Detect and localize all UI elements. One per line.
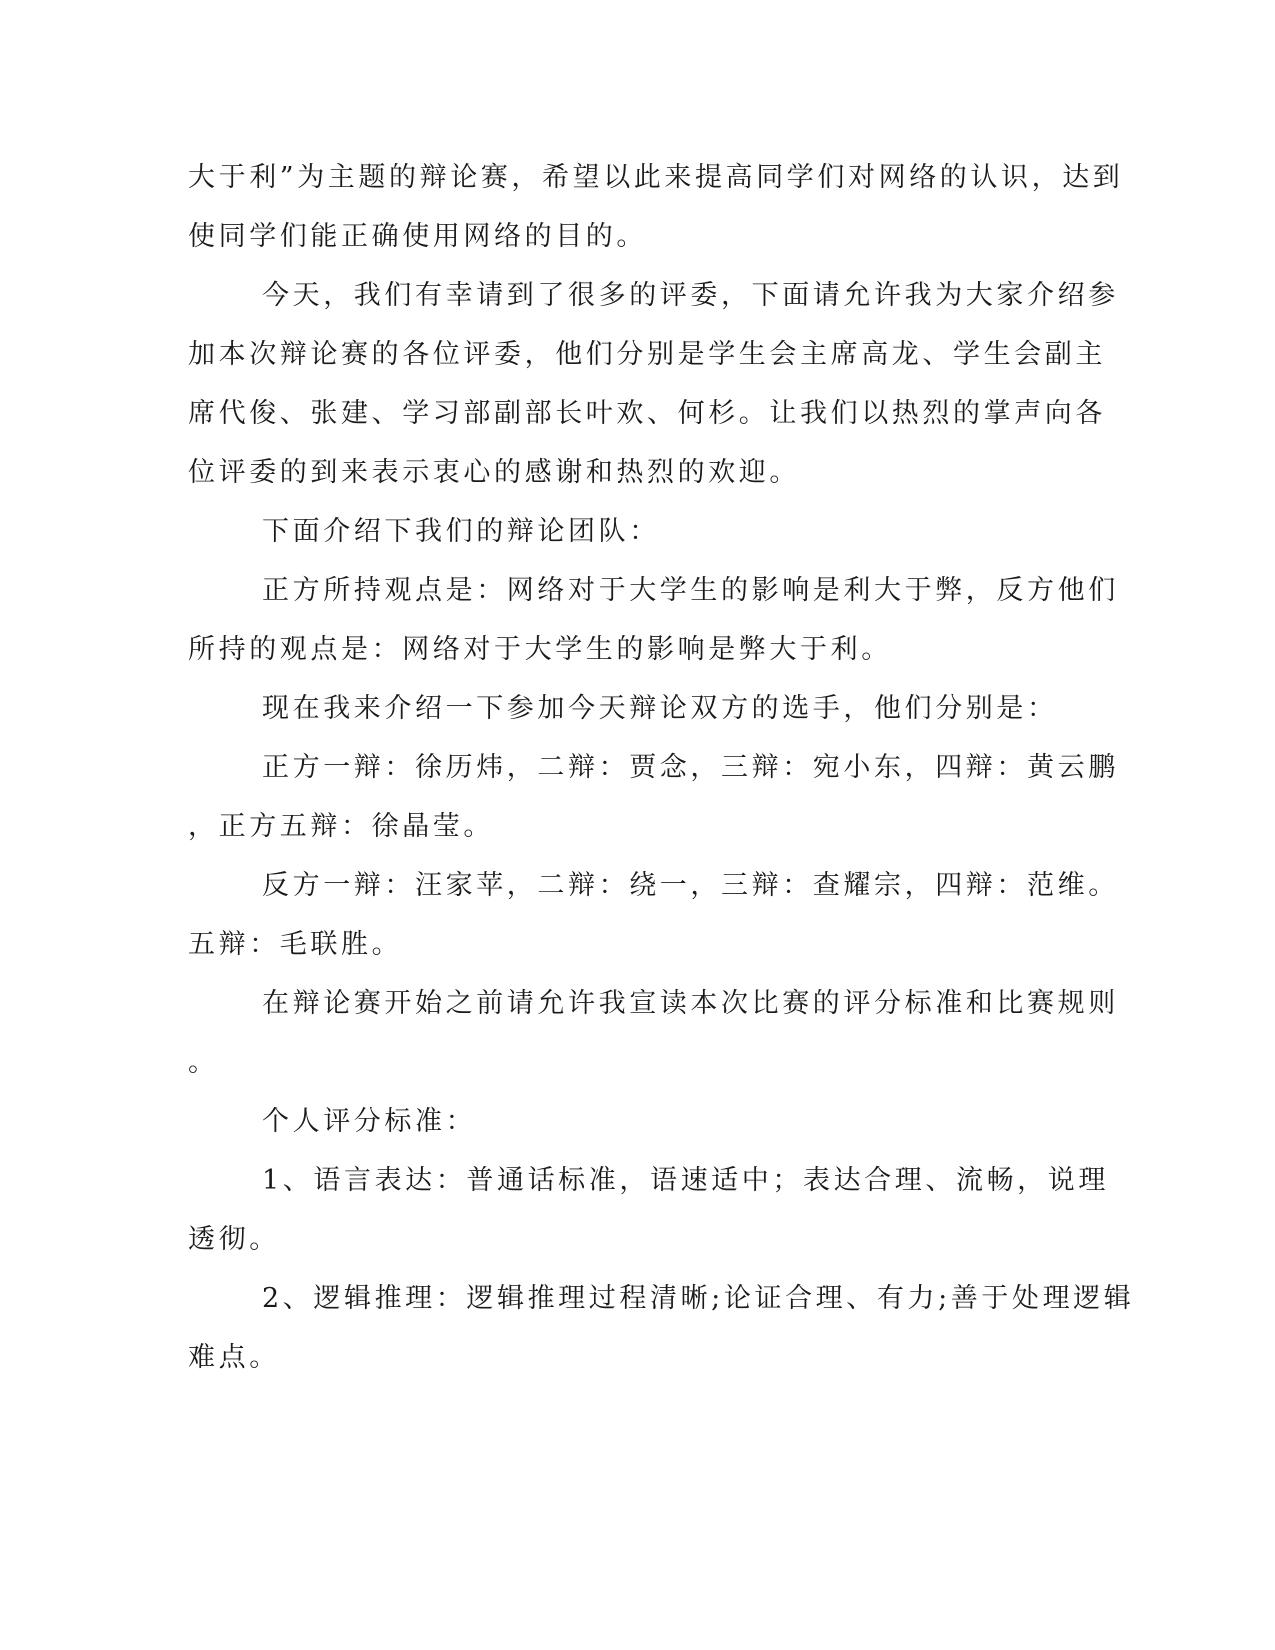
- text-line: 五辩：毛联胜。: [188, 929, 403, 960]
- text-line: 。: [188, 1047, 219, 1078]
- section-heading: 个人评分标准：: [262, 1106, 477, 1137]
- paragraph-line: 2、逻辑推理：逻辑推理过程清晰;论证合理、有力;善于处理逻辑: [262, 1283, 1135, 1314]
- paragraph-line: 现在我来介绍一下参加今天辩论双方的选手，他们分别是：: [262, 693, 1058, 724]
- text-line: ，正方五辩：徐晶莹。: [188, 811, 494, 842]
- paragraph-line: 正方一辩：徐历炜，二辩：贾念，三辩：宛小东，四辩：黄云鹏: [262, 752, 1119, 783]
- text-line: 位评委的到来表示衷心的感谢和热烈的欢迎。: [188, 457, 800, 488]
- text-line: 使同学们能正确使用网络的目的。: [188, 221, 647, 252]
- paragraph-line: 在辩论赛开始之前请允许我宣读本次比赛的评分标准和比赛规则: [262, 988, 1119, 1019]
- text-line: 难点。: [188, 1342, 280, 1373]
- text-line: 加本次辩论赛的各位评委，他们分别是学生会主席高龙、学生会副主: [188, 339, 1106, 370]
- text-line: 席代俊、张建、学习部副部长叶欢、何杉。让我们以热烈的掌声向各: [188, 398, 1106, 429]
- text-line: 透彻。: [188, 1224, 280, 1255]
- paragraph-line: 下面介绍下我们的辩论团队：: [262, 516, 660, 547]
- text-line: 大于利”为主题的辩论赛，希望以此来提高同学们对网络的认识，达到: [188, 162, 1124, 193]
- paragraph-line: 正方所持观点是：网络对于大学生的影响是利大于弊，反方他们: [262, 575, 1119, 606]
- paragraph-line: 反方一辩：汪家苹，二辩：绕一，三辩：查耀宗，四辩：范维。: [262, 870, 1119, 901]
- paragraph-line: 1、语言表达：普通话标准，语速适中；表达合理、流畅，说理: [262, 1165, 1109, 1196]
- text-line: 所持的观点是：网络对于大学生的影响是弊大于利。: [188, 634, 892, 665]
- paragraph-line: 今天，我们有幸请到了很多的评委，下面请允许我为大家介绍参: [262, 280, 1119, 311]
